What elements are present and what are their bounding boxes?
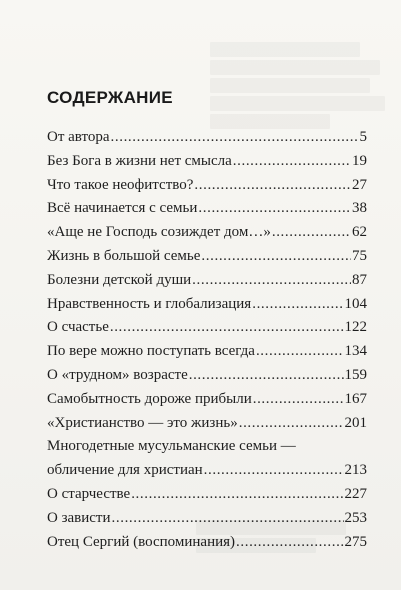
toc-entry[interactable] [47,483,367,507]
dot-leader [189,364,344,388]
toc-entry-title: Всё начинается с семьи [47,200,198,217]
toc-entry-page: 27 [352,176,367,193]
toc-entry-page: 275 [344,533,367,550]
dot-leader [110,316,344,340]
dot-leader [252,293,343,317]
toc-entry-page: 122 [344,319,367,336]
toc-heading: СОДЕРЖАНИЕ [47,88,173,107]
toc-entry-page: 227 [344,485,367,502]
toc-entry[interactable] [47,197,367,221]
toc-entry[interactable] [47,388,367,412]
toc-entry[interactable] [47,293,367,317]
bleed-through-text [196,520,356,560]
toc-entry[interactable] [47,126,367,150]
toc-entry-title: «Аще не Господь созиждет дом…» [47,224,271,241]
toc-entry[interactable] [47,316,367,340]
dot-leader [201,245,351,269]
toc-entry[interactable] [47,150,367,174]
toc-entry[interactable] [47,269,367,293]
toc-entry-title: Жизнь в большой семье [47,247,201,264]
toc-entry-title: Многодетные мусульманские семьи — [47,438,296,455]
toc-entry-page: 104 [344,295,367,312]
toc-entry-page: 5 [359,129,367,145]
toc-entry[interactable] [47,340,367,364]
toc-entry-page: 62 [352,224,367,241]
toc-entry-title: «Христианство — это жизнь» [47,414,238,431]
dot-leader [204,459,344,483]
toc-entry-page: 253 [344,509,367,526]
dot-leader [253,388,344,412]
toc-entry-title: О старчестве [47,485,131,502]
toc-entry[interactable] [47,412,367,436]
toc-entry-title: Что такое неофитство? [47,176,194,193]
dot-leader [192,269,351,293]
toc-entry-page: 19 [352,152,367,169]
dot-leader [111,126,359,150]
toc-entry-line [47,435,367,459]
toc-entry[interactable] [47,364,367,388]
toc-entry-title: О «трудном» возрасте [47,366,188,383]
toc-entry-title: От автора [47,129,110,145]
toc-entry-page: 159 [344,366,367,383]
dot-leader [198,197,351,221]
toc-entry-page: 134 [344,343,367,360]
toc-entry-title: По вере можно поступать всегда [47,343,255,360]
toc-entry-page: 201 [344,414,367,431]
toc-entry[interactable] [47,435,367,483]
toc-entry-title: Нравственность и глобализация [47,295,252,312]
toc-entry-title-continued: обличение для христиан [47,462,203,479]
toc-entry[interactable] [47,245,367,269]
dot-leader [131,483,343,507]
toc-entry[interactable] [47,174,367,198]
toc-entry-title: О зависти [47,509,111,526]
toc-entry-page: 167 [344,390,367,407]
toc-entry-title: Отец Сергий (воспоминания) [47,533,236,550]
toc-entry[interactable] [47,221,367,245]
dot-leader [233,150,351,174]
toc-entry-page: 75 [352,247,367,264]
table-of-contents [47,126,367,554]
toc-entry-page: 213 [344,462,367,479]
toc-entry-page: 38 [352,200,367,217]
dot-leader [272,221,351,245]
dot-leader [256,340,344,364]
toc-entry-title: Болезни детской души [47,271,192,288]
toc-entry-title: О счастье [47,319,109,336]
dot-leader [194,174,351,198]
toc-entry-page: 87 [352,271,367,288]
toc-entry-title: Без Бога в жизни нет смысла [47,152,232,169]
toc-entry-title: Самобытность дороже прибыли [47,390,252,407]
toc-entry-line [47,459,367,483]
dot-leader [239,412,344,436]
